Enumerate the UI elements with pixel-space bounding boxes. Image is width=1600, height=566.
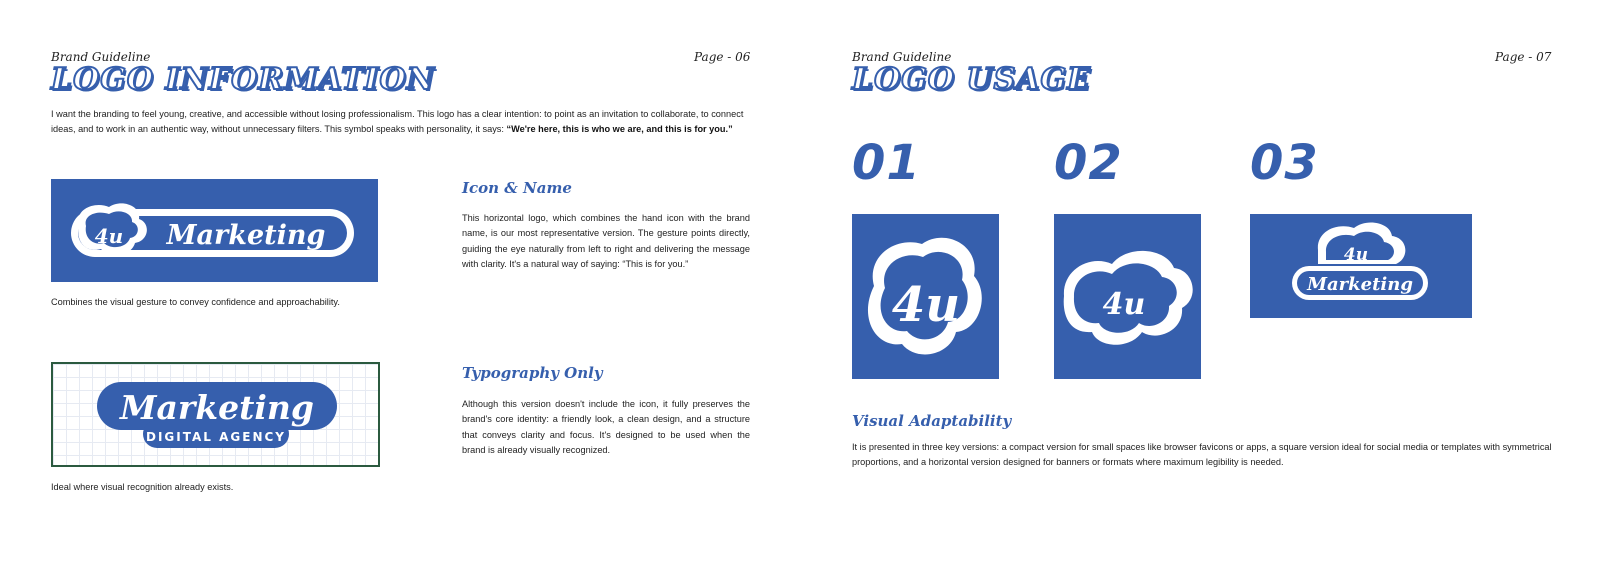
version3-wordmark: Marketing (1307, 274, 1413, 295)
version-number-03: 03 (1250, 135, 1319, 191)
version-number-01: 01 (852, 135, 921, 191)
page-number: Page - 06 (694, 50, 751, 64)
logo2-caption: Ideal where visual recognition already exists. (51, 482, 234, 492)
logo-horizontal-icon-name (51, 179, 378, 282)
page-title: LOGO INFORMATION (51, 62, 435, 97)
version3-monogram: 4u (1343, 245, 1369, 265)
page-title: LOGO USAGE (852, 62, 1092, 97)
version-number-02: 02 (1054, 135, 1123, 191)
logo-compact-version (852, 214, 999, 379)
section-heading-visual-adaptability: Visual Adaptability (852, 412, 1012, 430)
logo1-caption: Combines the visual gesture to convey confidence and approachability. (51, 297, 340, 307)
section-text-icon-name: This horizontal logo, which combines the hand icon with the brand name, is our most representative version. The gesture points directly, guiding the eye naturally from left to right and delivering the message with clarity. It's a natural way of saying: “This is for you.” (462, 213, 750, 269)
hand-wordmark-logo (51, 179, 378, 282)
version2-monogram: 4u (1102, 287, 1146, 322)
logo2-tagline: DIGITAL AGENCY (146, 430, 286, 444)
intro-quote: “We're here, this is who we are, and this is for you.” (506, 124, 733, 134)
page-07 (800, 0, 1600, 566)
logo-typography-only (51, 362, 380, 467)
logo1-monogram: 4u (94, 224, 124, 248)
section-heading-icon-name: Icon & Name (462, 179, 572, 197)
section-text-typography: Although this version doesn't include the icon, it fully preserves the brand's core identity: a friendly look, a clean design, and a structure that conveys clarity and focus. It's designed to be used when the brand is already visually recognized. (462, 399, 750, 455)
eyebrow-label: Brand Guideline (852, 50, 952, 64)
section-text-visual-adaptability: It is presented in three key versions: a compact version for small spaces like browser favicons or apps, a square version ideal for social media or templates with symmetrical proportions, and a horizontal version designed for banners or formats where maximum legibility is needed. (852, 442, 1552, 468)
logo-square-version (1054, 214, 1201, 379)
logo-horizontal-version (1250, 214, 1472, 318)
eyebrow-label: Brand Guideline (51, 50, 151, 64)
intro-paragraph (51, 107, 751, 137)
section-heading-typography: Typography Only (462, 364, 603, 382)
page-number: Page - 07 (1495, 50, 1552, 64)
logo1-wordmark: Marketing (166, 220, 326, 251)
compact-monogram-logo (852, 214, 999, 379)
version1-monogram: 4u (891, 277, 961, 333)
intro-text: I want the branding to feel young, creative, and accessible without losing professionalism. This logo has a clear intention: to point as an invitation to collaborate, to connect ideas, and to work in an authentic way, without unnecessary filters. This symbol speaks with personality, it says: (51, 109, 744, 134)
typography-wordmark-logo (53, 364, 378, 465)
square-hand-logo (1054, 214, 1201, 379)
logo2-wordmark: Marketing (119, 388, 315, 427)
horizontal-stacked-logo (1250, 214, 1472, 318)
